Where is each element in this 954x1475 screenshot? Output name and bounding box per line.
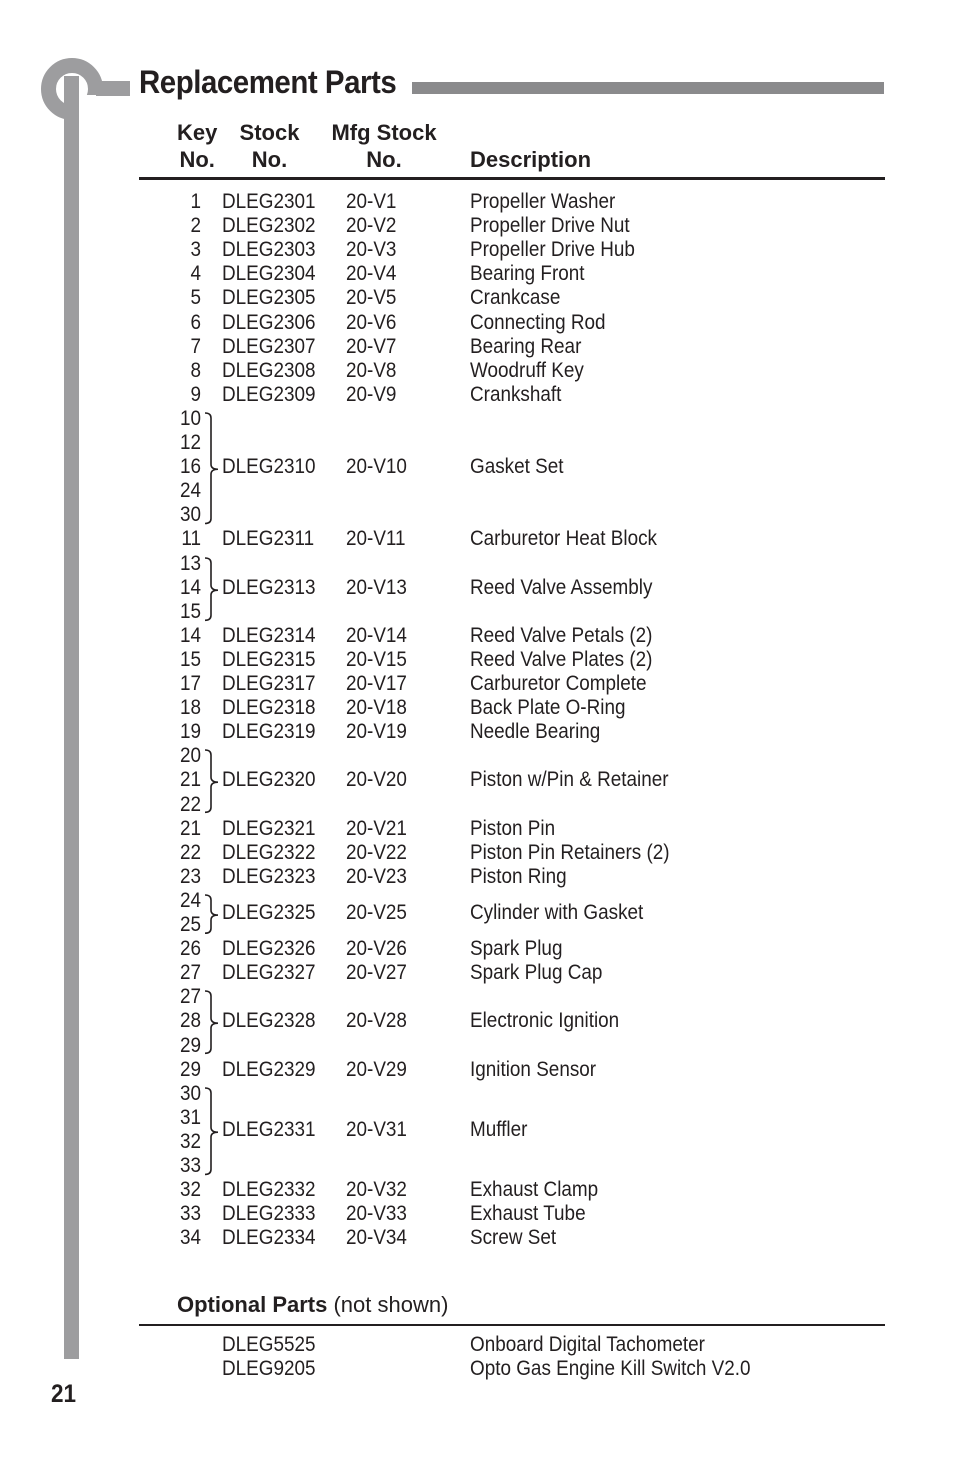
part-key-number: 28	[179, 1009, 201, 1033]
key-group-bracket-path	[205, 558, 218, 620]
part-stock-number: DLEG2305	[222, 286, 316, 310]
part-stock-number: DLEG2318	[222, 696, 316, 720]
part-key-number: 10	[179, 406, 201, 430]
optional-part-stock-number: DLEG9205	[222, 1357, 316, 1381]
page-title: Replacement Parts	[139, 64, 397, 100]
part-mfg-number: 20-V33	[346, 1202, 407, 1226]
part-stock-number: DLEG2329	[222, 1057, 316, 1081]
part-key-number: 2	[190, 214, 201, 238]
optional-parts-heading	[177, 1292, 448, 1318]
part-description: Carburetor Complete	[470, 672, 647, 695]
part-key-number: 1	[190, 190, 201, 213]
header-key-line1: Key	[177, 120, 218, 145]
key-group-bracket	[202, 985, 224, 1057]
part-key-number: 30	[179, 1081, 201, 1105]
header-stock-line1: Stock	[239, 120, 300, 145]
part-key-number: 29	[179, 1033, 201, 1057]
part-mfg-number: 20-V27	[346, 961, 407, 985]
part-description: Crankshaft	[470, 382, 562, 406]
part-stock-number: DLEG2328	[222, 1009, 316, 1033]
header-stock-line2: No.	[251, 147, 288, 172]
part-stock-number: DLEG2315	[222, 647, 316, 671]
header-mfg-line1: Mfg Stock	[331, 120, 437, 145]
key-group-bracket-path	[205, 750, 218, 812]
part-key-number: 13	[179, 551, 201, 575]
part-mfg-number: 20-V21	[346, 816, 407, 840]
part-description: Carburetor Heat Block	[470, 527, 657, 551]
optional-parts-title: Optional Parts	[177, 1292, 328, 1317]
part-description: Piston Pin	[470, 816, 556, 840]
part-mfg-number: 20-V14	[346, 623, 407, 647]
key-group-bracket-path	[205, 895, 218, 933]
part-key-number: 22	[179, 840, 201, 864]
part-description: Cylinder with Gasket	[470, 900, 644, 924]
part-key-number: 34	[179, 1226, 201, 1250]
part-stock-number: DLEG2314	[222, 623, 316, 647]
part-mfg-number: 20-V15	[346, 647, 407, 671]
part-mfg-number: 20-V5	[346, 286, 397, 310]
part-key-number: 14	[179, 575, 201, 599]
part-key-number: 25	[179, 913, 201, 936]
key-group-bracket	[202, 407, 224, 528]
part-description: Piston Ring	[470, 864, 567, 888]
part-stock-number: DLEG2313	[222, 575, 316, 599]
part-mfg-number: 20-V29	[346, 1057, 407, 1081]
optional-parts-note: (not shown)	[333, 1292, 449, 1317]
part-key-number: 20	[179, 744, 201, 768]
part-description: Back Plate O-Ring	[470, 696, 626, 720]
part-stock-number: DLEG2327	[222, 961, 316, 985]
part-description: Woodruff Key	[470, 358, 584, 382]
optional-part-description: Opto Gas Engine Kill Switch V2.0	[470, 1357, 751, 1381]
part-mfg-number: 20-V1	[346, 190, 397, 213]
part-mfg-number: 20-V8	[346, 358, 397, 382]
part-description: Muffler	[470, 1117, 528, 1141]
part-mfg-number: 20-V26	[346, 937, 407, 961]
part-key-number: 33	[179, 1202, 201, 1226]
part-mfg-number: 20-V9	[346, 382, 397, 406]
part-description: Reed Valve Plates (2)	[470, 647, 653, 671]
key-group-bracket	[202, 889, 224, 937]
part-key-number: 19	[179, 720, 201, 744]
part-mfg-number: 20-V20	[346, 768, 407, 792]
part-description: Bearing Front	[470, 262, 585, 286]
part-key-number: 4	[190, 262, 201, 286]
key-group-bracket-path	[205, 1088, 218, 1174]
part-description: Electronic Ignition	[470, 1009, 620, 1033]
part-key-number: 26	[179, 937, 201, 961]
part-key-number: 32	[179, 1178, 201, 1202]
part-stock-number: DLEG2331	[222, 1117, 316, 1141]
part-stock-number: DLEG2320	[222, 768, 316, 792]
part-description: Reed Valve Petals (2)	[470, 623, 653, 647]
part-stock-number: DLEG2333	[222, 1202, 316, 1226]
part-stock-number: DLEG2322	[222, 840, 316, 864]
part-description: Propeller Washer	[470, 190, 616, 213]
key-group-bracket	[202, 1082, 224, 1178]
optional-part-description: Onboard Digital Tachometer	[470, 1333, 705, 1356]
part-description: Crankcase	[470, 286, 561, 310]
part-key-number: 6	[190, 310, 201, 334]
part-mfg-number: 20-V23	[346, 864, 407, 888]
part-stock-number: DLEG2326	[222, 937, 316, 961]
part-key-number: 8	[190, 358, 201, 382]
part-mfg-number: 20-V18	[346, 696, 407, 720]
part-stock-number: DLEG2317	[222, 672, 316, 695]
part-key-number: 7	[190, 334, 201, 358]
part-key-number: 33	[179, 1154, 201, 1177]
part-key-number: 32	[179, 1129, 201, 1153]
part-mfg-number: 20-V13	[346, 575, 407, 599]
part-description: Reed Valve Assembly	[470, 575, 653, 599]
optional-part-stock-number: DLEG5525	[222, 1333, 316, 1356]
part-mfg-number: 20-V22	[346, 840, 407, 864]
part-description: Screw Set	[470, 1226, 557, 1250]
part-key-number: 11	[181, 527, 201, 551]
optional-parts-rule	[139, 1324, 885, 1326]
part-mfg-number: 20-V6	[346, 310, 397, 334]
part-key-number: 5	[190, 286, 201, 310]
part-key-number: 27	[179, 985, 201, 1009]
part-key-number: 9	[190, 382, 201, 406]
part-mfg-number: 20-V28	[346, 1009, 407, 1033]
part-description: Spark Plug Cap	[470, 961, 603, 985]
part-mfg-number: 20-V4	[346, 262, 397, 286]
key-group-bracket-path	[205, 991, 218, 1053]
part-key-number: 24	[179, 479, 201, 503]
part-key-number: 17	[179, 672, 201, 695]
part-key-number: 23	[179, 864, 201, 888]
part-key-number: 21	[179, 768, 201, 792]
part-stock-number: DLEG2325	[222, 900, 316, 924]
part-description: Propeller Drive Hub	[470, 238, 635, 262]
part-key-number: 30	[179, 503, 201, 527]
part-description: Propeller Drive Nut	[470, 214, 630, 238]
part-key-number: 31	[179, 1105, 201, 1129]
part-stock-number: DLEG2311	[222, 527, 315, 551]
part-description: Bearing Rear	[470, 334, 582, 358]
part-description: Exhaust Tube	[470, 1202, 586, 1226]
key-group-bracket	[202, 744, 224, 816]
part-mfg-number: 20-V34	[346, 1226, 407, 1250]
part-key-number: 29	[179, 1057, 201, 1081]
part-stock-number: DLEG2306	[222, 310, 316, 334]
part-stock-number: DLEG2321	[222, 816, 316, 840]
part-stock-number: DLEG2303	[222, 238, 316, 262]
part-stock-number: DLEG2332	[222, 1178, 316, 1202]
part-key-number: 22	[179, 792, 201, 816]
part-key-number: 24	[179, 888, 201, 912]
part-description: Needle Bearing	[470, 720, 601, 744]
part-stock-number: DLEG2301	[222, 190, 316, 213]
part-mfg-number: 20-V7	[346, 334, 397, 358]
part-key-number: 16	[179, 455, 201, 479]
part-stock-number: DLEG2323	[222, 864, 316, 888]
part-description: Spark Plug	[470, 937, 563, 961]
header-key-line2: No.	[179, 147, 215, 172]
header-mfg-line2: No.	[366, 147, 402, 172]
page-number: 21	[51, 1380, 77, 1408]
part-key-number: 21	[179, 816, 201, 840]
part-description: Ignition Sensor	[470, 1057, 597, 1081]
part-mfg-number: 20-V32	[346, 1178, 407, 1202]
part-key-number: 15	[179, 647, 201, 671]
header-description: Description	[470, 147, 592, 172]
part-mfg-number: 20-V2	[346, 214, 397, 238]
key-group-bracket-path	[205, 413, 218, 524]
part-description: Exhaust Clamp	[470, 1178, 599, 1202]
part-stock-number: DLEG2334	[222, 1226, 316, 1250]
key-group-bracket	[202, 552, 224, 624]
part-stock-number: DLEG2302	[222, 214, 316, 238]
part-description: Connecting Rod	[470, 310, 606, 334]
part-stock-number: DLEG2308	[222, 358, 316, 382]
part-stock-number: DLEG2309	[222, 382, 316, 406]
part-key-number: 27	[179, 961, 201, 985]
part-stock-number: DLEG2319	[222, 720, 316, 744]
part-mfg-number: 20-V17	[346, 672, 407, 695]
part-stock-number: DLEG2307	[222, 334, 316, 358]
part-mfg-number: 20-V10	[346, 455, 407, 479]
part-stock-number: DLEG2310	[222, 455, 316, 479]
part-description: Piston Pin Retainers (2)	[470, 840, 670, 864]
part-description: Piston w/Pin & Retainer	[470, 768, 669, 792]
part-mfg-number: 20-V31	[346, 1117, 407, 1141]
part-mfg-number: 20-V3	[346, 238, 397, 262]
part-key-number: 15	[179, 599, 201, 623]
part-key-number: 14	[179, 623, 201, 647]
part-description: Gasket Set	[470, 455, 564, 479]
part-mfg-number: 20-V25	[346, 900, 407, 924]
part-mfg-number: 20-V19	[346, 720, 407, 744]
part-stock-number: DLEG2304	[222, 262, 316, 286]
part-key-number: 18	[179, 696, 201, 720]
part-mfg-number: 20-V11	[346, 527, 406, 551]
part-key-number: 12	[179, 431, 201, 454]
part-key-number: 3	[190, 238, 201, 262]
